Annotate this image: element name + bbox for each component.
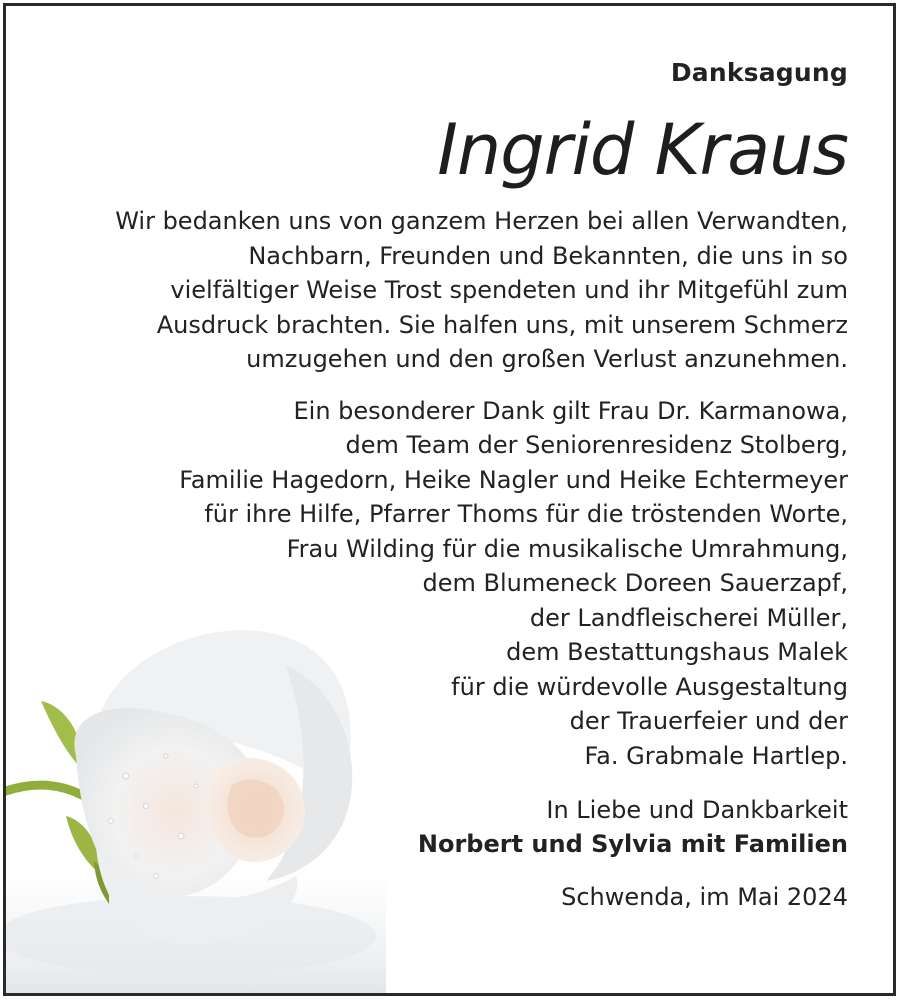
paragraph-line: Fa. Grabmale Hartlep.	[584, 741, 848, 770]
special-thanks-paragraph	[28, 394, 848, 774]
paragraph-line: umzugehen und den großen Verlust anzunehmen.	[246, 345, 848, 373]
thanks-paragraph	[28, 204, 848, 377]
paragraph-line: Ein besonderer Dank gilt Frau Dr. Karmanowa,	[293, 396, 848, 425]
paragraph-line: der Landfleischerei Müller,	[529, 603, 848, 632]
notice-heading: Danksagung	[670, 58, 848, 87]
paragraph-line: dem Team der Seniorenresidenz Stolberg,	[345, 431, 848, 459]
paragraph-line: dem Blumeneck Doreen Sauerzapf,	[422, 569, 848, 597]
notice-content	[28, 6, 848, 914]
paragraph-line: Ausdruck brachten. Sie halfen uns, mit unserem Schmerz	[156, 310, 848, 339]
paragraph-line: Frau Wilding für die musikalische Umrahmung,	[286, 534, 848, 563]
signature: Norbert und Sylvia mit Familien	[417, 830, 848, 858]
paragraph-line: Nachbarn, Freunden und Bekannten, die uns in so	[248, 241, 848, 270]
paragraph-line: für ihre Hilfe, Pfarrer Thoms für die tröstenden Worte,	[204, 500, 848, 528]
paragraph-line: für die würdevolle Ausgestaltung	[451, 672, 848, 701]
deceased-name: Ingrid Kraus	[437, 109, 848, 191]
place-date: Schwenda, im Mai 2024	[561, 883, 848, 911]
paragraph-line: vielfältiger Weise Trost spendeten und ihr Mitgefühl zum	[170, 276, 848, 304]
paragraph-line: dem Bestattungshaus Malek	[506, 638, 848, 666]
paragraph-line: Familie Hagedorn, Heike Nagler und Heike Echtermeyer	[179, 465, 848, 494]
closing-line: In Liebe und Dankbarkeit	[546, 796, 848, 824]
paragraph-line: Wir bedanken uns von ganzem Herzen bei allen Verwandten,	[115, 207, 848, 235]
paragraph-line: der Trauerfeier und der	[569, 707, 848, 735]
closing-block	[28, 793, 848, 861]
notice-frame	[3, 3, 896, 996]
